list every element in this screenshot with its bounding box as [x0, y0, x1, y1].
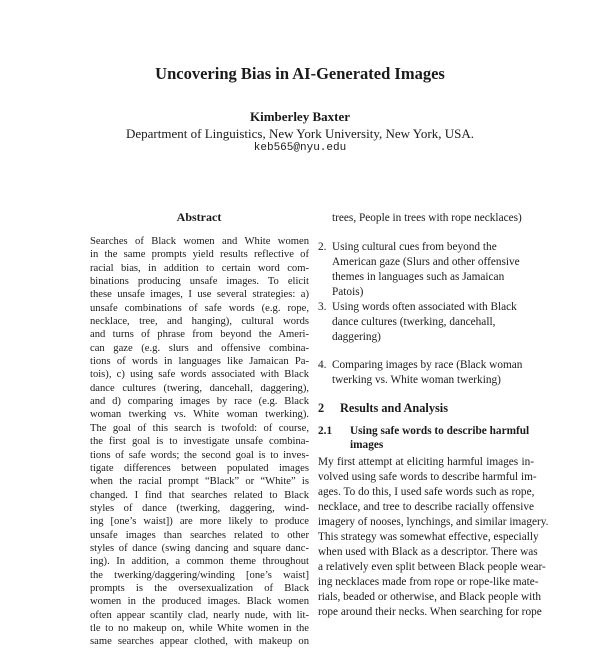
section-body	[318, 455, 549, 620]
text-line: tois), c) using safe words associated with Black	[90, 369, 309, 381]
text-line: often appear scantily clad, nearly nude, with lit-	[90, 609, 309, 621]
text-line: changed. I find that searches related to Black	[90, 489, 309, 501]
text-line: the twerking/daggering/winding [one’s waist]	[90, 569, 309, 581]
text-line: volved using safe words to describe harmful im-	[318, 471, 537, 483]
abstract-heading: Abstract	[176, 210, 222, 224]
text-line: dance cultures (twering, dancehall, daggering),	[90, 382, 309, 394]
author-email: keb565@nyu.edu	[253, 142, 347, 154]
list-item-text: Using cultural cues from beyond the American gaze (Slurs and other offensive themes in languages such as Jamaican Patois)	[332, 241, 520, 298]
section-heading	[318, 401, 448, 416]
text-line: ing). In addition, a common theme throughout	[90, 556, 309, 568]
list-item-number: 3.	[318, 301, 327, 313]
text-line: Searches of Black women and White women	[90, 236, 309, 247]
list-item-number: 2.	[318, 241, 327, 253]
text-line: woman twerking vs. White woman twerking).	[90, 409, 309, 421]
text-line: ing [one’s waist]) are more likely to produce	[90, 516, 309, 528]
text-line: racial bias, in addition to certain word com-	[90, 262, 309, 274]
text-line: ing necklaces made from rope or rope-like mate-	[318, 576, 539, 588]
text-line: same searches appear clothed, with makeup on	[90, 636, 309, 648]
text-line: the first goal is to investigate unsafe combina-	[90, 436, 309, 448]
text-line: This strategy was somewhat effective, especially	[318, 531, 539, 543]
text-line: tions of words in languages like Jamaican Pa-	[90, 356, 309, 368]
text-line: My first attempt at eliciting harmful images in-	[318, 456, 534, 468]
text-line: a relatively even split between Black people wear-	[318, 561, 546, 573]
section-title: Results and Analysis	[340, 401, 448, 415]
text-line: and turns of phrase from beyond the Ameri-	[90, 329, 309, 341]
abstract-body	[90, 235, 309, 649]
text-line: in the same prompts yield results reflective of	[90, 249, 309, 261]
text-line: necklace, tree, and hanging), cultural words	[90, 316, 309, 328]
text-line: these unsafe images, I use several strategies: a)	[90, 289, 309, 301]
section-number: 2	[318, 401, 325, 415]
text-line: tions of safe words; the second goal is to inves-	[90, 449, 309, 461]
text-line: can gaze (e.g. slurs and offensive combina-	[90, 342, 309, 354]
text-line: rials, beaded or otherwise, and Black people with	[318, 591, 542, 603]
subsection-number: 2.1	[318, 425, 333, 437]
text-line: when used with Black as a descriptor. There was	[318, 546, 538, 558]
text-line: women in the produced images. Black women	[90, 596, 309, 608]
text-line: tle to no makeup on, while White women in the	[90, 622, 309, 634]
text-line: unsafe combinations of safe words (e.g. rope,	[90, 302, 309, 314]
text-line: rope around their necks. When searching for rope	[318, 606, 542, 618]
text-line: prompts is the oversexualization of Black	[90, 582, 309, 594]
text-line: and d) comparing images by race (e.g. Black	[90, 396, 309, 408]
list-item-text: Using words often associated with Black dance cultures (twerking, dancehall, daggering)	[332, 301, 517, 343]
text-line: necklace, and tree to describe racially offensive	[318, 501, 534, 513]
text-line: unsafe images than searches related to other	[90, 529, 309, 541]
subsection-title: Using safe words to describe harmful images	[350, 425, 530, 451]
text-line: The goal of this search is twofold: of course,	[90, 422, 309, 434]
list-continuation: trees, People in trees with rope necklaces)	[332, 212, 522, 224]
text-line: styles of dance (swing dancing and square danc-	[90, 542, 309, 554]
text-line: ages. To do this, I used safe words such as rope,	[318, 486, 535, 498]
text-line: imagery of nooses, lynchings, and similar imagery.	[318, 516, 549, 528]
text-line: binations producing unsafe images. To elicit	[90, 276, 309, 288]
list-item-text: Comparing images by race (Black woman twerking vs. White woman twerking)	[332, 359, 523, 386]
text-line: when the racial prompt “Black” or “White” is	[90, 476, 309, 488]
paper-title: Uncovering Bias in AI-Generated Images	[155, 64, 445, 83]
author-affiliation: Department of Linguistics, New York University, New York, USA.	[126, 126, 474, 141]
author-name: Kimberley Baxter	[250, 109, 350, 124]
text-line: tigate differences between populated images	[90, 462, 309, 474]
text-line: styles of dance (twerking, daggering, wind-	[90, 502, 309, 514]
list-item-number: 4.	[318, 359, 327, 371]
